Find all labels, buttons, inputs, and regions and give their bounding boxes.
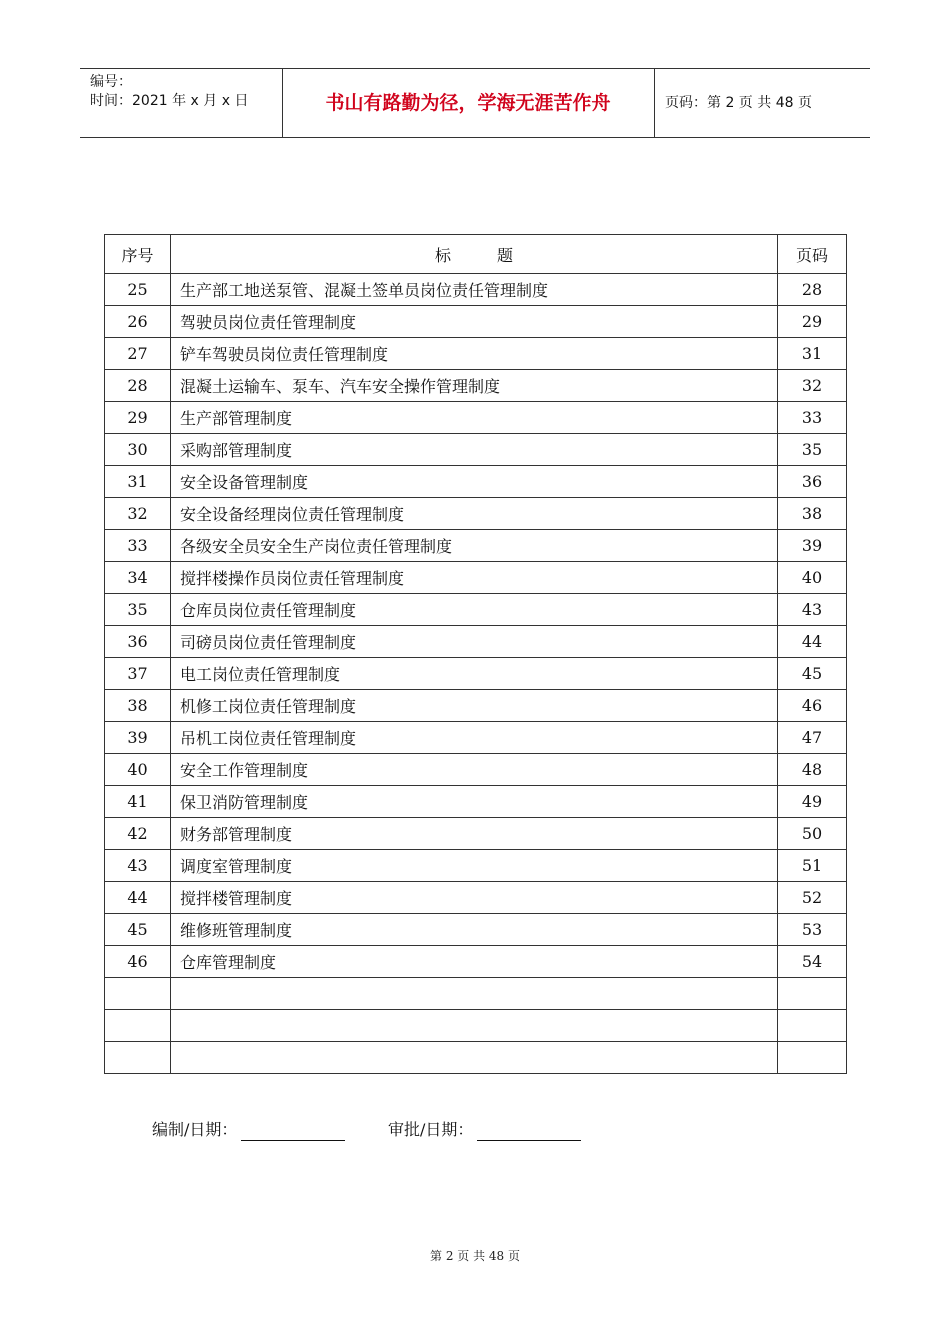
table-row xyxy=(105,434,847,466)
row-number: 37 xyxy=(105,658,171,690)
row-number: 28 xyxy=(105,370,171,402)
column-header-page: 页码 xyxy=(778,235,847,274)
approved-by-label: 审批/日期： xyxy=(388,1120,474,1139)
header-page-label: 页码：第 2 页 共 48 页 xyxy=(665,95,812,111)
row-page: 50 xyxy=(778,818,847,850)
row-title xyxy=(171,978,778,1010)
row-page: 44 xyxy=(778,626,847,658)
table-header-row xyxy=(105,235,847,274)
table-row xyxy=(105,754,847,786)
row-number: 33 xyxy=(105,530,171,562)
row-page: 31 xyxy=(778,338,847,370)
table-row xyxy=(105,914,847,946)
table-row xyxy=(105,306,847,338)
column-header-number: 序号 xyxy=(105,235,171,274)
row-page: 28 xyxy=(778,274,847,306)
row-page: 40 xyxy=(778,562,847,594)
row-title: 吊机工岗位责任管理制度 xyxy=(171,722,778,754)
row-number: 26 xyxy=(105,306,171,338)
row-page: 29 xyxy=(778,306,847,338)
row-page: 35 xyxy=(778,434,847,466)
row-page: 45 xyxy=(778,658,847,690)
table-row xyxy=(105,978,847,1010)
row-number xyxy=(105,978,171,1010)
table-row xyxy=(105,786,847,818)
table-row xyxy=(105,338,847,370)
row-page xyxy=(778,1042,847,1074)
row-title: 维修班管理制度 xyxy=(171,914,778,946)
table-row xyxy=(105,722,847,754)
row-number: 39 xyxy=(105,722,171,754)
row-page: 47 xyxy=(778,722,847,754)
compiled-by-field xyxy=(152,1119,345,1141)
header-middle-cell xyxy=(282,69,655,137)
row-page: 48 xyxy=(778,754,847,786)
page-header xyxy=(80,68,870,138)
page-footer: 第 2 页 共 48 页 xyxy=(430,1249,520,1263)
row-page: 33 xyxy=(778,402,847,434)
document-number-label: 编号： xyxy=(90,74,132,90)
row-page: 32 xyxy=(778,370,847,402)
table-row xyxy=(105,818,847,850)
row-number: 44 xyxy=(105,882,171,914)
row-number: 38 xyxy=(105,690,171,722)
row-number xyxy=(105,1042,171,1074)
row-number xyxy=(105,1010,171,1042)
row-title: 安全工作管理制度 xyxy=(171,754,778,786)
table-row xyxy=(105,658,847,690)
row-number: 43 xyxy=(105,850,171,882)
table-row xyxy=(105,850,847,882)
row-page: 38 xyxy=(778,498,847,530)
row-title: 仓库管理制度 xyxy=(171,946,778,978)
row-number: 46 xyxy=(105,946,171,978)
row-title: 搅拌楼管理制度 xyxy=(171,882,778,914)
row-number: 41 xyxy=(105,786,171,818)
row-page: 49 xyxy=(778,786,847,818)
header-right-cell xyxy=(655,69,870,137)
row-title: 仓库员岗位责任管理制度 xyxy=(171,594,778,626)
row-title: 驾驶员岗位责任管理制度 xyxy=(171,306,778,338)
header-motto: 书山有路勤为径，学海无涯苦作舟 xyxy=(325,92,611,114)
row-page: 43 xyxy=(778,594,847,626)
table-row xyxy=(105,882,847,914)
row-page: 54 xyxy=(778,946,847,978)
row-page: 51 xyxy=(778,850,847,882)
row-title: 电工岗位责任管理制度 xyxy=(171,658,778,690)
row-title: 采购部管理制度 xyxy=(171,434,778,466)
row-title: 保卫消防管理制度 xyxy=(171,786,778,818)
row-page: 36 xyxy=(778,466,847,498)
row-title: 机修工岗位责任管理制度 xyxy=(171,690,778,722)
table-row xyxy=(105,626,847,658)
row-page: 53 xyxy=(778,914,847,946)
table-row xyxy=(105,594,847,626)
row-number: 36 xyxy=(105,626,171,658)
row-page xyxy=(778,978,847,1010)
table-of-contents xyxy=(104,234,847,1074)
table-row xyxy=(105,946,847,978)
row-title: 安全设备经理岗位责任管理制度 xyxy=(171,498,778,530)
table-row xyxy=(105,530,847,562)
table-body xyxy=(105,274,847,1074)
row-title xyxy=(171,1042,778,1074)
row-page: 39 xyxy=(778,530,847,562)
row-number: 30 xyxy=(105,434,171,466)
row-title: 生产部管理制度 xyxy=(171,402,778,434)
row-number: 45 xyxy=(105,914,171,946)
row-title: 生产部工地送泵管、混凝土签单员岗位责任管理制度 xyxy=(171,274,778,306)
approved-by-field xyxy=(388,1119,581,1141)
row-page xyxy=(778,1010,847,1042)
table-row xyxy=(105,562,847,594)
row-page: 52 xyxy=(778,882,847,914)
column-header-title: 标题 xyxy=(171,235,778,274)
document-time-label: 时间：2021 年 x 月 x 日 xyxy=(90,93,249,109)
row-number: 42 xyxy=(105,818,171,850)
row-number: 29 xyxy=(105,402,171,434)
row-number: 31 xyxy=(105,466,171,498)
row-title: 司磅员岗位责任管理制度 xyxy=(171,626,778,658)
row-title: 调度室管理制度 xyxy=(171,850,778,882)
table-row xyxy=(105,1042,847,1074)
table-row xyxy=(105,370,847,402)
table-row xyxy=(105,466,847,498)
row-number: 40 xyxy=(105,754,171,786)
row-number: 32 xyxy=(105,498,171,530)
row-number: 35 xyxy=(105,594,171,626)
row-number: 25 xyxy=(105,274,171,306)
table-row xyxy=(105,690,847,722)
row-title: 各级安全员安全生产岗位责任管理制度 xyxy=(171,530,778,562)
table-row xyxy=(105,498,847,530)
compiled-by-label: 编制/日期： xyxy=(152,1120,238,1139)
header-left-cell xyxy=(80,69,283,137)
table-row xyxy=(105,1010,847,1042)
row-title xyxy=(171,1010,778,1042)
table-row xyxy=(105,402,847,434)
row-number: 27 xyxy=(105,338,171,370)
row-title: 搅拌楼操作员岗位责任管理制度 xyxy=(171,562,778,594)
row-title: 混凝土运输车、泵车、汽车安全操作管理制度 xyxy=(171,370,778,402)
row-title: 安全设备管理制度 xyxy=(171,466,778,498)
table-row xyxy=(105,274,847,306)
approved-by-blank xyxy=(477,1120,581,1141)
row-title: 财务部管理制度 xyxy=(171,818,778,850)
row-title: 铲车驾驶员岗位责任管理制度 xyxy=(171,338,778,370)
compiled-by-blank xyxy=(241,1120,345,1141)
row-number: 34 xyxy=(105,562,171,594)
row-page: 46 xyxy=(778,690,847,722)
